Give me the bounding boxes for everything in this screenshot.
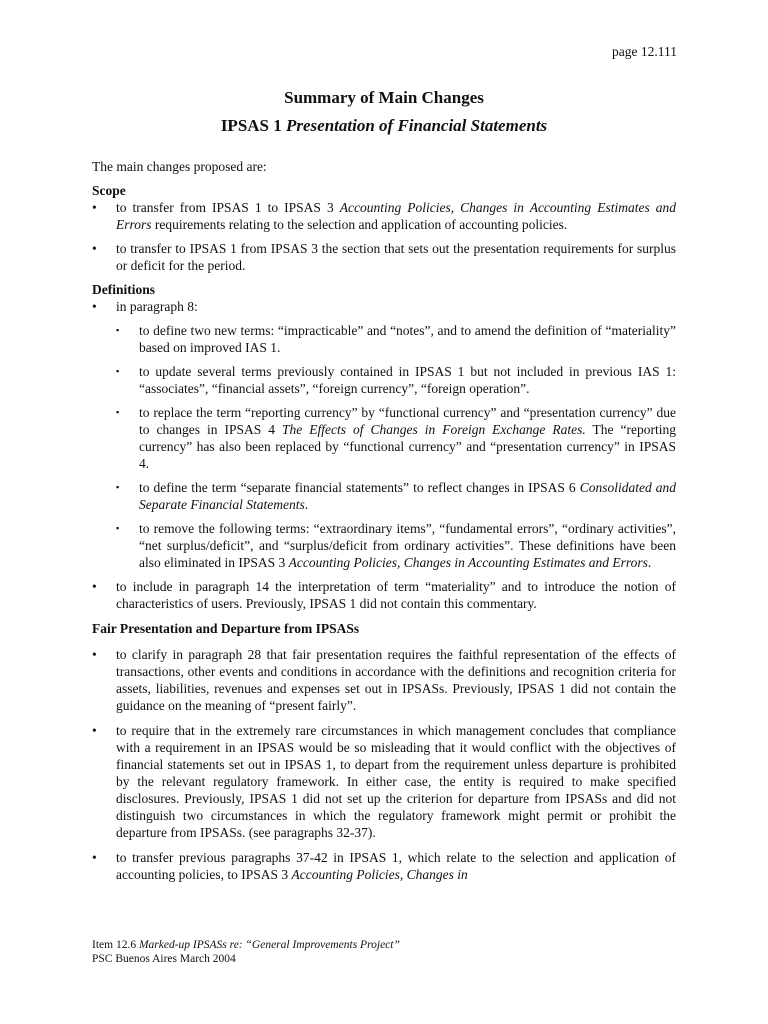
square-bullet-icon: ▪ xyxy=(116,407,120,417)
item-text: to require that in the extremely rare circumstances in which management concludes that compliance with a requirement in an IPSAS would be so misleading that it would conflict with the objectives of financial statements set out in IPSAS 1, to depart from the requirement unless departure is prohibited by the relevant regulatory framework. In either case, the entity is required to make specified disclosures. Previously, IPSAS 1 did not set up the criterion for departure from IPSASs and did not distinguish two circumstances in which the regulatory framework might permit or prohibit the departure from IPSASs. (see paragraphs 32-37). xyxy=(116,723,676,840)
item-text: to update several terms previously contained in IPSAS 1 but not included in previous IAS 1: “associates”, “financial assets”, “foreign currency”, “foreign operation”. xyxy=(139,364,676,396)
item-text: . xyxy=(304,497,309,512)
footer-item-italic: Marked-up IPSASs re: “General Improvements Project” xyxy=(138,939,400,951)
square-bullet-icon: ▪ xyxy=(116,325,120,335)
item-text: The “reporting currency” has also been replaced by “functional currency” and “presentation currency” in IPSAS 4. xyxy=(139,422,676,471)
footer-line-2: PSC Buenos Aires March 2004 xyxy=(92,953,236,965)
item-italic: Accounting Policies, Changes in xyxy=(291,867,468,882)
item-text: to transfer previous paragraphs 37-42 in IPSAS 1, which relate to the selection and application of accounting policies, to IPSAS 3 xyxy=(116,850,676,882)
list-item xyxy=(92,199,676,233)
item-text: to define the term “separate financial statements” to reflect changes in IPSAS 6 xyxy=(139,480,580,495)
list-item xyxy=(92,298,676,315)
item-text: to define two new terms: “impracticable” and “notes”, and to amend the definition of “materiality” based on improved IAS 1. xyxy=(139,323,676,355)
sub-list-item xyxy=(116,404,676,472)
bullet-icon: • xyxy=(92,299,97,314)
sub-list-item xyxy=(116,363,676,397)
bullet-icon: • xyxy=(92,647,97,662)
square-bullet-icon: ▪ xyxy=(116,523,120,533)
document-body xyxy=(92,158,676,883)
item-text: requirements relating to the selection and application of accounting policies. xyxy=(151,217,568,232)
list-item xyxy=(92,646,676,714)
definitions-heading: Definitions xyxy=(92,282,156,297)
page-title: Summary of Main Changes xyxy=(284,88,484,107)
item-text: to transfer to IPSAS 1 from IPSAS 3 the section that sets out the presentation requirements for surplus or deficit for the period. xyxy=(116,241,676,273)
square-bullet-icon: ▪ xyxy=(116,366,120,376)
page-subtitle xyxy=(0,116,768,136)
bullet-icon: • xyxy=(92,200,97,215)
square-bullet-icon: ▪ xyxy=(116,482,120,492)
scope-heading: Scope xyxy=(92,183,126,198)
list-item xyxy=(92,240,676,274)
footer-line-1 xyxy=(92,938,400,952)
sub-list-item xyxy=(116,479,676,513)
definitions-sublist xyxy=(92,322,676,571)
definitions-list-2 xyxy=(92,578,676,612)
definitions-list xyxy=(92,298,676,315)
list-item xyxy=(92,849,676,883)
page-footer xyxy=(92,938,400,966)
fair-presentation-list xyxy=(92,646,676,883)
subtitle-prefix: IPSAS 1 xyxy=(220,116,286,135)
list-item xyxy=(92,722,676,841)
fair-presentation-heading: Fair Presentation and Departure from IPSASs xyxy=(92,621,360,636)
scope-list xyxy=(92,199,676,274)
footer-item: Item 12.6 xyxy=(92,939,139,951)
item-italic: Accounting Policies, Changes in Accounting Estimates and Errors xyxy=(116,200,676,232)
item-text: in paragraph 8: xyxy=(116,299,198,314)
intro-text: The main changes proposed are: xyxy=(92,159,267,174)
sub-list-item xyxy=(116,322,676,356)
bullet-icon: • xyxy=(92,723,97,738)
item-text: . xyxy=(647,555,652,570)
sub-list-item xyxy=(116,520,676,571)
item-text: to transfer from IPSAS 1 to IPSAS 3 xyxy=(116,200,340,215)
item-text: to clarify in paragraph 28 that fair presentation requires the faithful representation of the effects of transactions, other events and conditions in accordance with the definitions and recognition criteria for assets, liabilities, revenues and expenses set out in IPSASs. Previously, IPSAS 1 did not contain the guidance on the meaning of “present fairly”. xyxy=(116,647,676,713)
bullet-icon: • xyxy=(92,850,97,865)
page-number: page 12.111 xyxy=(612,44,677,59)
bullet-icon: • xyxy=(92,579,97,594)
item-text: to replace the term “reporting currency” by “functional currency” and “presentation currency” due to changes in IPSAS 4 xyxy=(139,405,676,437)
list-item xyxy=(92,578,676,612)
item-italic: The Effects of Changes in Foreign Exchange Rates. xyxy=(281,422,586,437)
item-italic: Accounting Policies, Changes in Accounting Estimates and Errors xyxy=(288,555,648,570)
item-italic: Consolidated and Separate Financial Statements xyxy=(139,480,676,512)
item-text: to remove the following terms: “extraordinary items”, “fundamental errors”, “ordinary activities”, “net surplus/deficit”, and “surplus/deficit from ordinary activities”. These definitions have been also eliminated in IPSAS 3 xyxy=(139,521,676,570)
item-text: to include in paragraph 14 the interpretation of term “materiality” and to introduce the notion of characteristics of users. Previously, IPSAS 1 did not contain this commentary. xyxy=(116,579,676,611)
bullet-icon: • xyxy=(92,241,97,256)
subtitle-italic: Presentation of Financial Statements xyxy=(286,116,548,135)
